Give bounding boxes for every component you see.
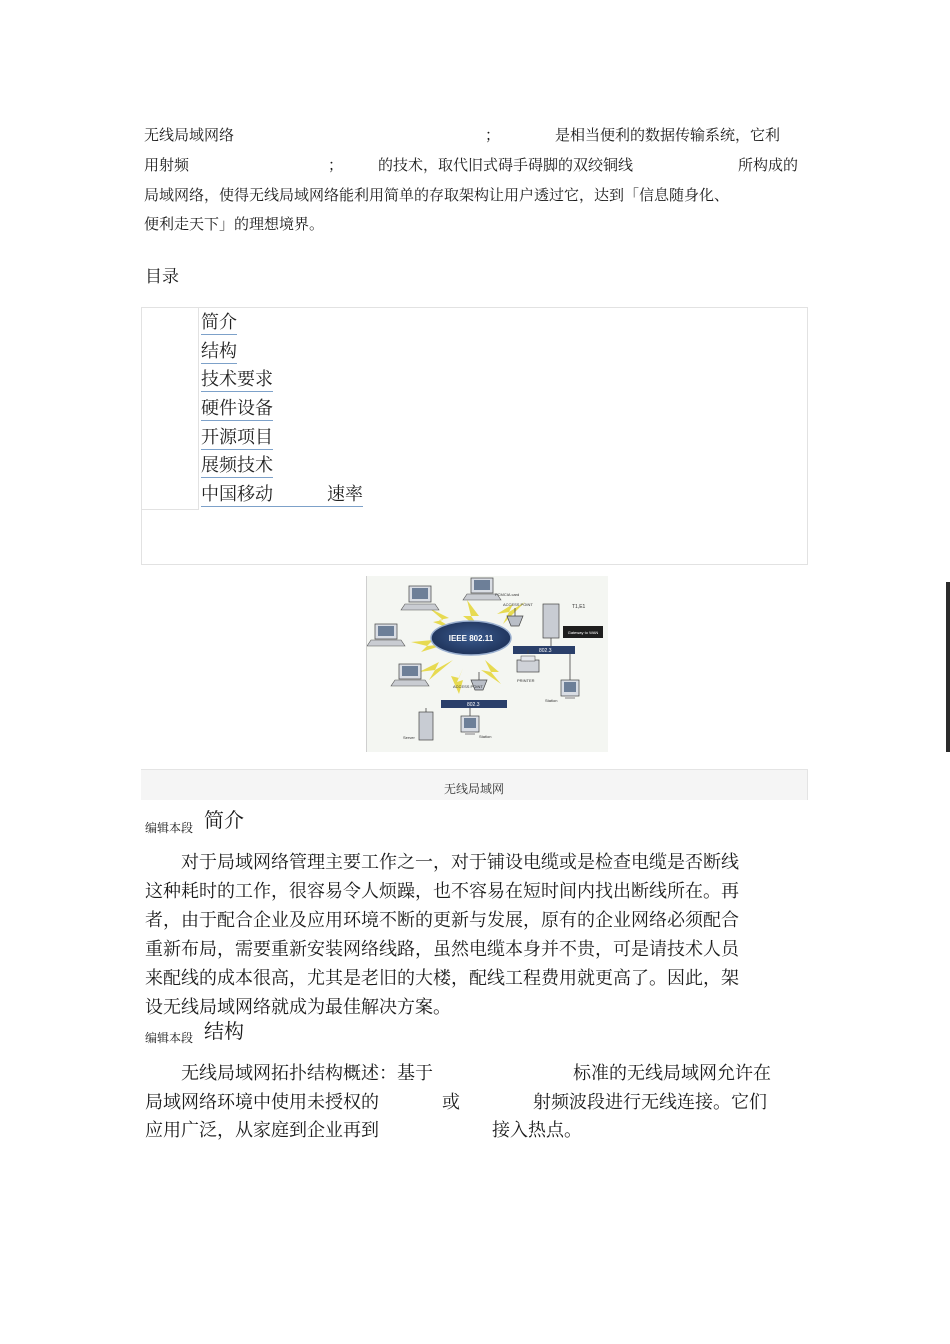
structure-line-2-start: 局域网络环境中使用未授权的 <box>145 1092 379 1113</box>
intro-paragraph-line: 这种耗时的工作，很容易令人烦躁，也不容易在短时间内找出断线所在。再 <box>145 881 739 902</box>
section-title-intro: 简介 <box>204 808 244 832</box>
intro-line-1-end: 是相当便利的数据传输系统，它利 <box>555 126 781 144</box>
toc-title: 目录 <box>145 267 179 287</box>
printer-label: PRINTER <box>517 678 535 683</box>
ieee-80211-label: IEEE 802.11 <box>448 634 494 643</box>
page-edge-mark <box>946 582 950 752</box>
gateway-label: Gateway to WAN <box>567 630 599 635</box>
toc-link-structure[interactable]: 结构 <box>201 341 237 362</box>
intro-paragraph-line: 设无线局域网络就成为最佳解决方案。 <box>145 997 451 1018</box>
toc-link-hardware[interactable]: 硬件设备 <box>201 398 273 419</box>
toc-link-rate-label: 速率 <box>327 484 363 505</box>
intro-line-2-end: 所构成的 <box>738 156 799 174</box>
toc-link-china-mobile-label: 中国移动 <box>201 484 273 505</box>
intro-line-3: 局域网络，使得无线局域网络能利用简单的存取架构让用户透过它，达到「信息随身化、 <box>144 186 730 204</box>
intro-paragraph-line: 来配线的成本很高，尤其是老旧的大楼，配线工程费用就更高了。因此，架 <box>145 968 739 989</box>
section-title-structure: 结构 <box>204 1019 244 1043</box>
toc-link-china-mobile-rate[interactable] <box>201 484 363 507</box>
toc-link-intro[interactable]: 简介 <box>201 312 237 333</box>
station-label: Station <box>545 698 558 703</box>
toc-link-open-source[interactable]: 开源项目 <box>201 427 273 448</box>
structure-line-3-end: 接入热点。 <box>492 1120 582 1141</box>
wlan-diagram-svg <box>367 576 608 752</box>
intro-line-2-mid: 的技术，取代旧式碍手碍脚的双绞铜线 <box>378 156 634 174</box>
wlan-diagram-image <box>366 576 608 752</box>
intro-line-4: 便利走天下」的理想境界。 <box>144 215 325 233</box>
edit-section-link-2[interactable]: 编辑本段 <box>145 1031 194 1045</box>
structure-line-1-end: 标准的无线局域网允许在 <box>573 1063 771 1084</box>
intro-line-1-sep: ； <box>485 126 501 144</box>
intro-line-1-start: 无线局域网络 <box>144 126 235 144</box>
structure-line-1-start: 无线局域网拓扑结构概述：基于 <box>181 1063 433 1084</box>
structure-line-3-start: 应用广泛，从家庭到企业再到 <box>145 1120 379 1141</box>
server-icon-2 <box>419 708 433 740</box>
intro-paragraph-line: 对于局域网络管理主要工作之一，对于铺设电缆或是检查电缆是否断线 <box>181 852 739 873</box>
pcmcia-label: PCMCIA card <box>495 592 520 597</box>
intro-line-2-sep: ； <box>328 156 344 174</box>
intro-paragraph-line: 重新布局，需要重新安装网络线路，虽然电缆本身并不贵，可是请技术人员 <box>145 939 739 960</box>
access-point-label: ACCESS POINT <box>503 602 533 607</box>
toc-link-tech-requirements[interactable]: 技术要求 <box>201 369 273 390</box>
structure-line-2-end: 射频波段进行无线连接。它们 <box>533 1092 767 1113</box>
intro-line-2-start: 用射频 <box>144 156 190 174</box>
toc-divider <box>198 307 199 510</box>
intro-paragraph-line: 者，由于配合企业及应用环境不断的更新与发展，原有的企业网络必须配合 <box>145 910 739 931</box>
edit-section-link[interactable]: 编辑本段 <box>145 821 194 835</box>
t1-e1-label: T1,E1 <box>572 604 586 610</box>
toc-divider-horizontal <box>141 509 199 510</box>
station-label-2: Station <box>479 734 492 739</box>
structure-line-2-or: 或 <box>442 1092 460 1113</box>
server-label: Server <box>403 735 415 740</box>
figure-caption-bar <box>141 769 808 800</box>
access-point-label-2: ACCESS POINT <box>453 684 483 689</box>
lan-label: 802.3 <box>539 648 552 654</box>
toc-link-spread-spectrum[interactable]: 展频技术 <box>201 455 273 476</box>
figure-caption: 无线局域网 <box>443 782 504 796</box>
lan-label-2: 802.3 <box>467 702 480 708</box>
